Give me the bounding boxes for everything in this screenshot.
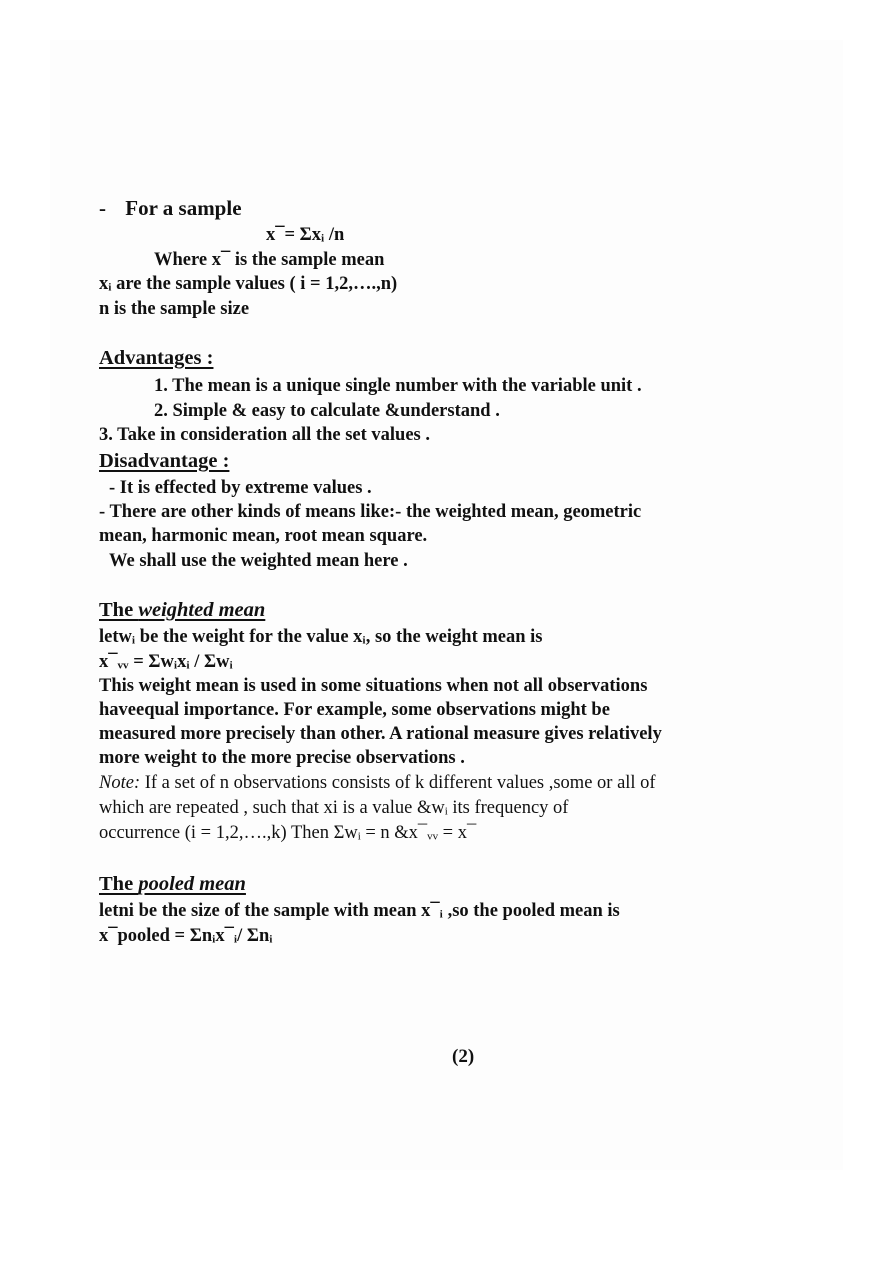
- sample-heading-text: For a sample: [125, 196, 242, 220]
- xi-line: xᵢ are the sample values ( i = 1,2,….,n): [99, 274, 398, 294]
- pooled-heading-term: pooled mean: [138, 873, 246, 895]
- pooled-heading-prefix: The: [99, 873, 139, 895]
- weighted-let-line: letwᵢ be the weight for the value xᵢ, so the weight mean is: [99, 627, 543, 647]
- disadvantage-heading: Disadvantage :: [99, 450, 230, 472]
- weighted-para-line-2: haveequal importance. For example, some observations might be: [99, 700, 610, 720]
- pooled-mean-heading: [99, 873, 246, 895]
- weighted-para-line-1: This weight mean is used in some situations when not all observations: [99, 676, 648, 696]
- weighted-heading-term: weighted mean: [138, 599, 266, 621]
- disadvantage-item: - It is effected by extreme values .: [109, 478, 372, 498]
- advantage-item-2: 2. Simple & easy to calculate &understand .: [154, 401, 500, 421]
- where-line: Where x¯ is the sample mean: [154, 250, 385, 270]
- other-means-line-2: mean, harmonic mean, root mean square.: [99, 526, 428, 546]
- sample-heading: [99, 197, 242, 219]
- note-text-1: If a set of n observations consists of k different values ,some or all of: [140, 773, 656, 793]
- note-label: Note:: [99, 773, 141, 793]
- note-line-3: occurrence (i = 1,2,….,k) Then Σwᵢ = n &x¯ᵥᵥ = x¯: [99, 823, 477, 843]
- weighted-heading-prefix: The: [99, 599, 139, 621]
- weighted-mean-heading: [99, 599, 265, 621]
- note-line-1: [99, 772, 656, 794]
- pooled-formula: x¯pooled = Σnᵢx¯ᵢ/ Σnᵢ: [99, 926, 273, 946]
- page-number: (2): [452, 1046, 475, 1067]
- weighted-para-line-3: measured more precisely than other. A rational measure gives relatively: [99, 724, 662, 744]
- pooled-let-line: letni be the size of the sample with mean x¯ᵢ ,so the pooled mean is: [99, 901, 620, 921]
- advantage-item-3: 3. Take in consideration all the set values .: [99, 425, 430, 445]
- weighted-use-line: We shall use the weighted mean here .: [109, 551, 408, 571]
- weighted-para-line-4: more weight to the more precise observations .: [99, 748, 465, 768]
- advantage-item-1: 1. The mean is a unique single number with the variable unit .: [154, 376, 642, 396]
- note-line-2: which are repeated , such that xi is a value &wᵢ its frequency of: [99, 798, 569, 818]
- n-line: n is the sample size: [99, 299, 250, 319]
- weighted-formula: x¯ᵥᵥ = Σwᵢxᵢ / Σwᵢ: [99, 652, 233, 672]
- heading-dash: -: [99, 196, 106, 220]
- advantages-heading: Advantages :: [99, 347, 214, 369]
- other-means-line-1: - There are other kinds of means like:- the weighted mean, geometric: [99, 502, 642, 522]
- sample-mean-formula: x¯= Σxᵢ /n: [266, 225, 345, 245]
